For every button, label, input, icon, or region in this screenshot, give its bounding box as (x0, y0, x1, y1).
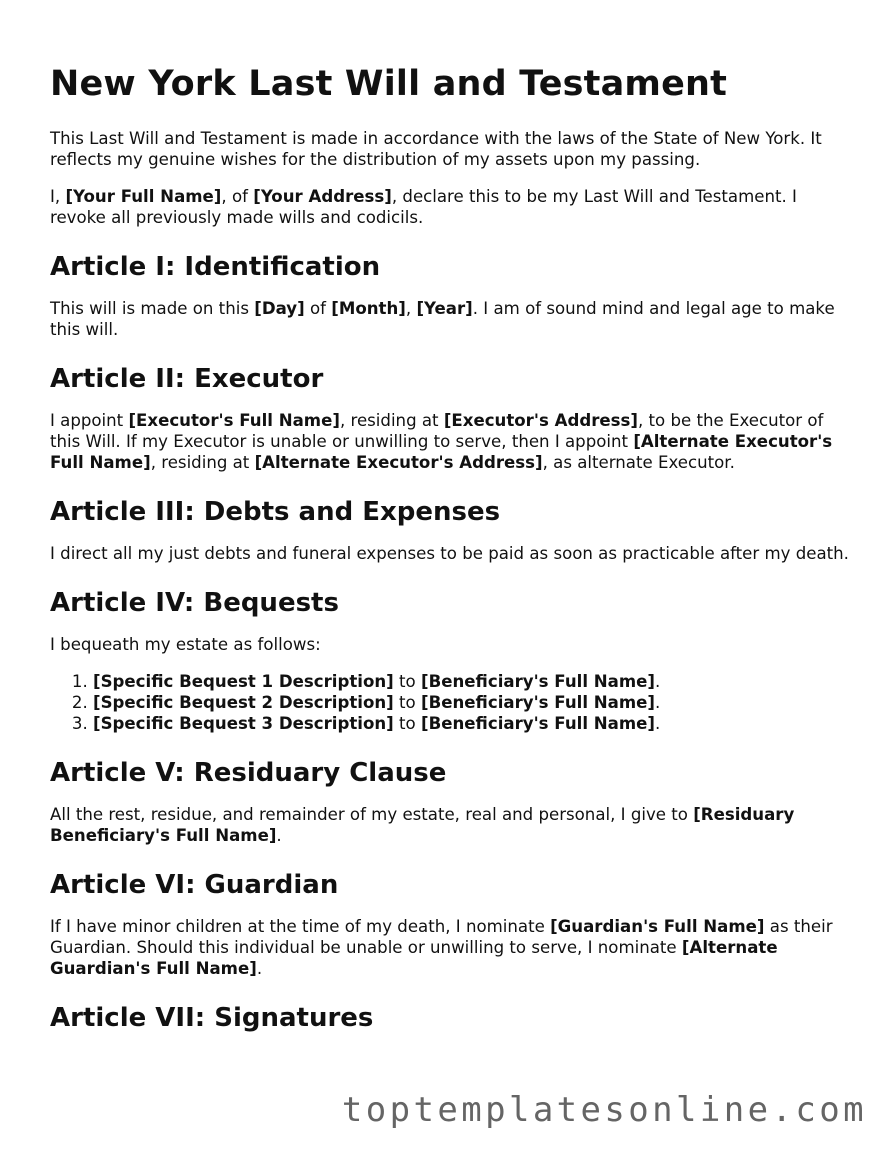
intro-paragraph: This Last Will and Testament is made in accordance with the laws of the State of New York. It reflects my genuine wishes for the distribution of my assets upon my passing. (50, 129, 822, 169)
placeholder-residuary-beneficiary: [Residuary Beneficiary's Full Name] (50, 805, 795, 845)
article-4-lead: I bequeath my estate as follows: (50, 635, 321, 654)
article-2-heading: Article II: Executor (50, 364, 324, 394)
placeholder-address: [Your Address] (253, 187, 392, 206)
article-7-heading: Article VII: Signatures (50, 1003, 374, 1033)
article-4-heading: Article IV: Bequests (50, 588, 339, 618)
article-5-paragraph: All the rest, residue, and remainder of my estate, real and personal, I give to [Residuary Beneficiary's Full Name]. (50, 805, 795, 845)
placeholder-executor-address: [Executor's Address] (443, 411, 638, 430)
watermark: toptemplatesonline.com (341, 1090, 867, 1130)
article-3-paragraph: I direct all my just debts and funeral expenses to be paid as soon as practicable after my death. (50, 544, 849, 563)
article-1-paragraph: This will is made on this [Day] of [Month], [Year]. I am of sound mind and legal age to make this will. (50, 299, 835, 339)
article-1-heading: Article I: Identification (50, 252, 381, 282)
placeholder-day: [Day] (254, 299, 305, 318)
article-6-paragraph: If I have minor children at the time of my death, I nominate [Guardian's Full Name] as their Guardian. Should this individual be unable or unwilling to serve, I nominate [Alternate Guardian's Full Name]. (50, 917, 833, 978)
placeholder-executor-name: [Executor's Full Name] (128, 411, 340, 430)
placeholder-alternate-executor-name: [Alternate Executor's Full Name] (50, 432, 833, 472)
document-page (50, 60, 850, 1049)
placeholder-full-name: [Your Full Name] (65, 187, 222, 206)
page-title: New York Last Will and Testament (50, 64, 728, 104)
placeholder-guardian-name: [Guardian's Full Name] (550, 917, 765, 936)
list-item: 1. [Specific Bequest 1 Description] to [Beneficiary's Full Name]. (93, 671, 850, 692)
list-item: 3. [Specific Bequest 3 Description] to [Beneficiary's Full Name]. (93, 713, 850, 734)
placeholder-alternate-guardian-name: [Alternate Guardian's Full Name] (50, 938, 778, 978)
article-2-paragraph: I appoint [Executor's Full Name], residing at [Executor's Address], to be the Executor of this Will. If my Executor is unable or unwilling to serve, then I appoint [Alternate Executor's Full Name], residing at [Alternate Executor's Address], as alternate Executor. (50, 411, 833, 472)
article-5-heading: Article V: Residuary Clause (50, 758, 447, 788)
placeholder-alternate-executor-address: [Alternate Executor's Address] (254, 453, 543, 472)
placeholder-month: [Month] (331, 299, 406, 318)
list-item: 2. [Specific Bequest 2 Description] to [Beneficiary's Full Name]. (93, 692, 850, 713)
article-3-heading: Article III: Debts and Expenses (50, 497, 501, 527)
bequest-list (50, 671, 850, 734)
placeholder-year: [Year] (416, 299, 473, 318)
declaration-paragraph: I, [Your Full Name], of [Your Address], declare this to be my Last Will and Testament. I revoke all previously made wills and codicils. (50, 187, 797, 227)
article-6-heading: Article VI: Guardian (50, 870, 339, 900)
